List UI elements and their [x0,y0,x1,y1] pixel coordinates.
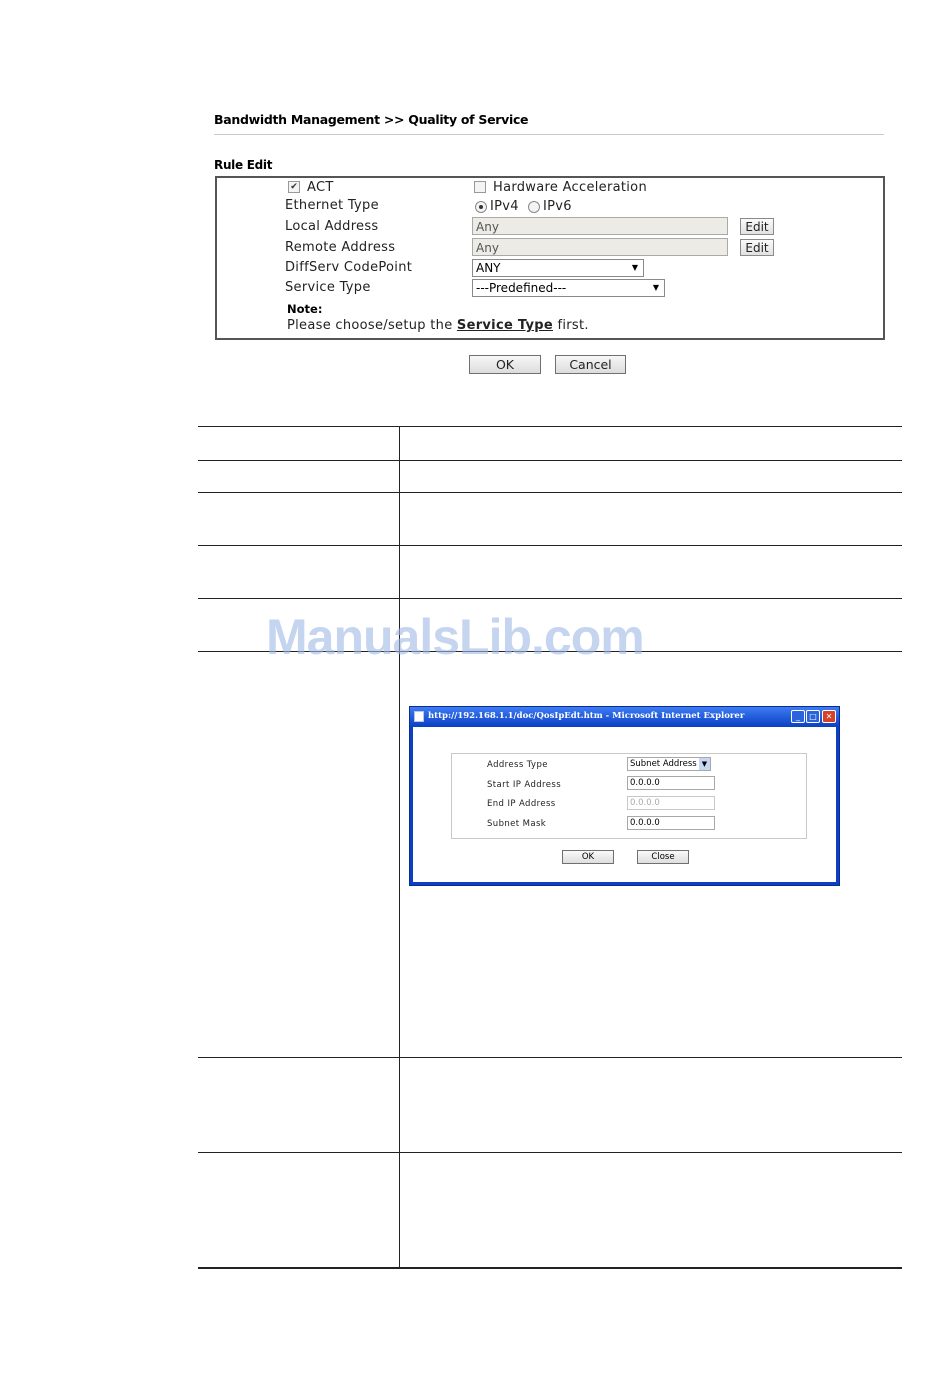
diffserv-select[interactable] [472,259,644,277]
address-type-select[interactable] [627,757,711,771]
local-address-edit-button[interactable]: Edit [740,218,774,235]
local-address-field[interactable]: Any [472,217,728,235]
address-type-label: Address Type [487,760,548,770]
ipv4-label: IPv4 [490,199,519,214]
hardware-acceleration-label: Hardware Acceleration [493,180,647,195]
title-divider [214,134,884,135]
minimize-icon[interactable]: _ [791,710,805,723]
chevron-down-icon: ▼ [699,758,710,770]
page-title: Bandwidth Management >> Quality of Service [214,112,529,127]
table-row-divider [198,598,902,599]
service-type-link[interactable]: Service Type [456,318,554,333]
popup-ok-button[interactable]: OK [562,850,614,864]
diffserv-value: ANY [476,261,501,275]
start-ip-label: Start IP Address [487,780,562,790]
ipv6-label: IPv6 [543,199,572,214]
note-suffix: first. [553,318,589,333]
checkmark-icon: ✔ [290,182,298,192]
browser-page-icon [414,711,424,722]
address-edit-popup-window [409,706,840,886]
note-title: Note: [287,302,323,316]
local-address-label: Local Address [285,219,379,234]
chevron-down-icon: ▼ [652,283,659,292]
subnet-mask-label: Subnet Mask [487,819,547,829]
diffserv-label: DiffServ CodePoint [285,260,413,275]
remote-address-field[interactable]: Any [472,238,728,256]
ok-button[interactable]: OK [469,355,541,374]
remote-address-label: Remote Address [285,240,396,255]
start-ip-field[interactable]: 0.0.0.0 [627,776,715,790]
section-title: Rule Edit [214,158,273,172]
close-icon[interactable]: ✕ [822,710,836,723]
table-column-divider [399,427,400,1269]
table-row-divider [198,1152,902,1153]
service-type-select[interactable] [472,279,665,297]
chevron-down-icon: ▼ [631,263,638,272]
subnet-mask-field[interactable]: 0.0.0.0 [627,816,715,830]
note-text [287,318,589,333]
service-type-label: Service Type [285,280,371,295]
ipv4-radio[interactable] [475,201,487,213]
popup-close-button[interactable]: Close [637,850,689,864]
table-row-divider [198,545,902,546]
ipv6-radio[interactable] [528,201,540,213]
act-checkbox[interactable] [288,181,300,193]
end-ip-field[interactable]: 0.0.0.0 [627,796,715,810]
ethernet-type-label: Ethernet Type [285,198,379,213]
hardware-acceleration-checkbox[interactable] [474,181,486,193]
note-prefix: Please choose/setup the [287,318,457,333]
cancel-button[interactable]: Cancel [555,355,626,374]
remote-address-edit-button[interactable]: Edit [740,239,774,256]
popup-body [413,727,836,882]
end-ip-label: End IP Address [487,799,556,809]
table-bottom-border [198,1267,902,1269]
act-label: ACT [307,180,334,195]
table-row-divider [198,460,902,461]
table-row-divider [198,1057,902,1058]
popup-title: http://192.168.1.1/doc/QosIpEdt.htm - Microsoft Internet Explorer [428,711,745,721]
table-top-border [198,426,902,427]
watermark: ManualsLib.com [266,609,644,665]
popup-titlebar [410,707,839,727]
address-type-value: Subnet Address [630,759,697,769]
table-row-divider [198,492,902,493]
service-type-value: ---Predefined--- [476,281,567,295]
maximize-icon[interactable]: □ [806,710,820,723]
